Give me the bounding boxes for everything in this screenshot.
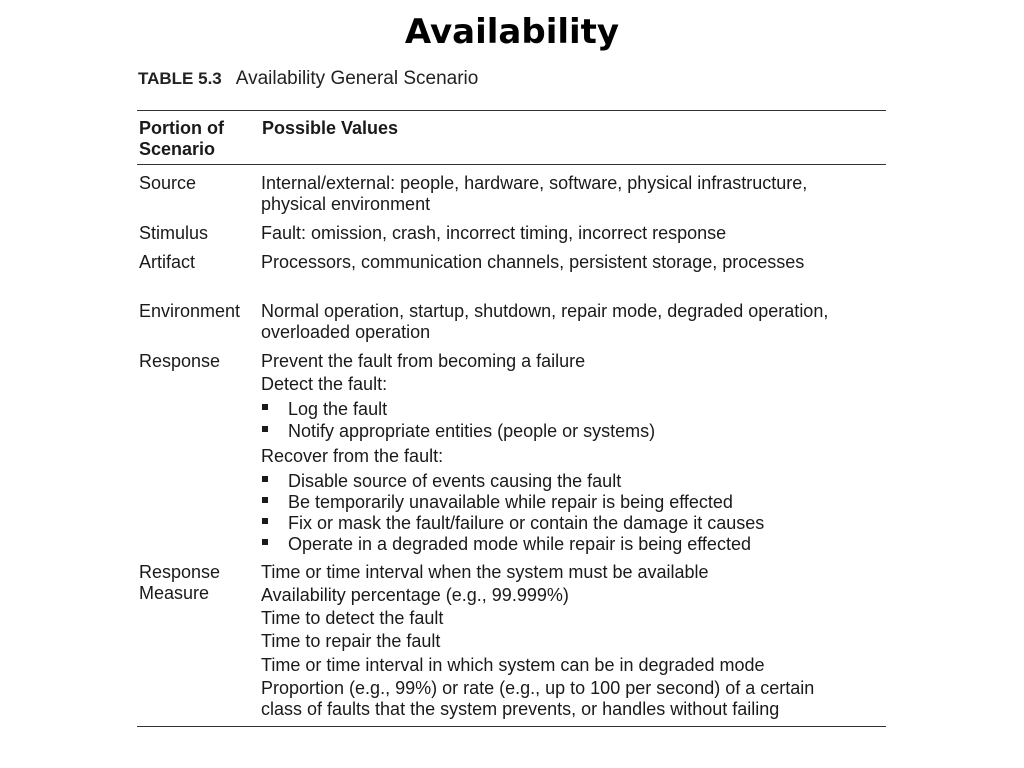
source-value-line: physical environment (261, 194, 431, 214)
list-item (261, 399, 387, 420)
list-item-text: Fix or mask the fault/failure or contain the damage it causes (288, 513, 765, 533)
row-label-artifact: Artifact (139, 252, 196, 272)
source-value-line: Internal/external: people, hardware, software, physical infrastructure, (261, 173, 808, 193)
list-item (261, 421, 655, 442)
response-measure-line: Time or time interval in which system can be in degraded mode (261, 655, 765, 675)
list-item (261, 471, 621, 492)
environment-value-line: overloaded operation (261, 322, 431, 342)
row-label-stimulus: Stimulus (139, 223, 209, 243)
list-item (261, 534, 751, 555)
bullet-square-icon (262, 518, 268, 524)
table-number: TABLE 5.3 (138, 69, 222, 88)
row-label-source: Source (139, 173, 197, 193)
bullet-square-icon (262, 426, 268, 432)
list-item-text: Be temporarily unavailable while repair is being effected (288, 492, 733, 512)
row-label-response-measure: Response (139, 562, 221, 582)
bullet-square-icon (262, 497, 268, 503)
bullet-square-icon (262, 404, 268, 410)
artifact-value-line: Processors, communication channels, persistent storage, processes (261, 252, 805, 272)
list-item (261, 492, 733, 513)
table-caption (138, 68, 478, 90)
response-measure-line: Time to repair the fault (261, 631, 441, 651)
bullet-square-icon (262, 539, 268, 545)
slide-title: Availability (404, 12, 620, 52)
list-item-text: Log the fault (288, 399, 388, 419)
row-label-response: Response (139, 351, 221, 371)
list-item-text: Operate in a degraded mode while repair is being effected (288, 534, 751, 554)
table-bottom-rule (137, 726, 886, 727)
header-values: Possible Values (262, 118, 399, 138)
table-caption-text: Availability General Scenario (235, 68, 479, 89)
list-item-text: Notify appropriate entities (people or systems) (288, 421, 656, 441)
response-detect: Detect the fault: (261, 374, 388, 394)
header-portion: Portion of Scenario (139, 118, 224, 159)
environment-value-line: Normal operation, startup, shutdown, repair mode, degraded operation, (261, 301, 829, 321)
response-recover: Recover from the fault: (261, 446, 444, 466)
table-header-rule (137, 164, 886, 165)
list-item (261, 513, 764, 534)
bullet-square-icon (262, 476, 268, 482)
row-label-environment: Environment (139, 301, 241, 321)
response-measure-line: class of faults that the system prevents, or handles without failing (261, 699, 780, 719)
response-prevent: Prevent the fault from becoming a failure (261, 351, 586, 371)
response-measure-line: Availability percentage (e.g., 99.999%) (261, 585, 569, 605)
response-measure-line: Time or time interval when the system must be available (261, 562, 709, 582)
list-item-text: Disable source of events causing the fault (288, 471, 622, 491)
response-measure-line: Time to detect the fault (261, 608, 444, 628)
stimulus-value-line: Fault: omission, crash, incorrect timing, incorrect response (261, 223, 727, 243)
table-top-rule (137, 110, 886, 111)
row-label-response-measure: Measure (139, 583, 210, 603)
response-measure-line: Proportion (e.g., 99%) or rate (e.g., up to 100 per second) of a certain (261, 678, 815, 698)
